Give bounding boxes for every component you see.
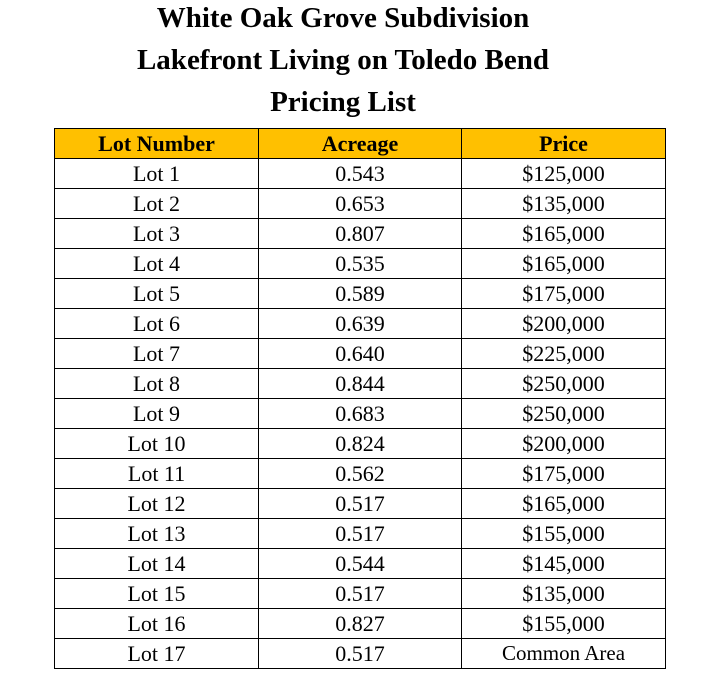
acreage-cell: 0.535 (259, 249, 462, 279)
table-header-row (55, 129, 666, 159)
acreage-cell: 0.517 (259, 579, 462, 609)
price-cell: $200,000 (462, 309, 666, 339)
lot-number-cell: Lot 8 (55, 369, 259, 399)
pricing-list-heading: Pricing List (270, 86, 416, 118)
lot-number-cell: Lot 11 (55, 459, 259, 489)
lot-number-cell: Lot 17 (55, 639, 259, 669)
lot-number-cell: Lot 3 (55, 219, 259, 249)
table-row (55, 579, 666, 609)
price-cell: $125,000 (462, 159, 666, 189)
column-header-acreage: Acreage (259, 129, 462, 159)
lot-number-cell: Lot 7 (55, 339, 259, 369)
price-cell: $155,000 (462, 609, 666, 639)
lot-number-cell: Lot 15 (55, 579, 259, 609)
lot-number-cell: Lot 13 (55, 519, 259, 549)
lot-number-cell: Lot 6 (55, 309, 259, 339)
table-row (55, 429, 666, 459)
page-subtitle: Lakefront Living on Toledo Bend (136, 44, 550, 76)
acreage-cell: 0.517 (259, 639, 462, 669)
price-cell: $155,000 (462, 519, 666, 549)
column-header-lot-number: Lot Number (55, 129, 259, 159)
pricing-table (54, 128, 666, 669)
price-cell: $250,000 (462, 369, 666, 399)
table-row (55, 189, 666, 219)
price-cell: $165,000 (462, 219, 666, 249)
table-row (55, 159, 666, 189)
table-row (55, 489, 666, 519)
acreage-cell: 0.824 (259, 429, 462, 459)
table-row (55, 399, 666, 429)
lot-number-cell: Lot 10 (55, 429, 259, 459)
table-row (55, 639, 666, 669)
price-cell: $250,000 (462, 399, 666, 429)
table-row (55, 219, 666, 249)
acreage-cell: 0.517 (259, 489, 462, 519)
price-cell: Common Area (462, 639, 666, 669)
lot-number-cell: Lot 9 (55, 399, 259, 429)
table-row (55, 459, 666, 489)
acreage-cell: 0.517 (259, 519, 462, 549)
table-row (55, 369, 666, 399)
table-row (55, 249, 666, 279)
price-cell: $145,000 (462, 549, 666, 579)
acreage-cell: 0.844 (259, 369, 462, 399)
price-cell: $225,000 (462, 339, 666, 369)
table-row (55, 339, 666, 369)
price-cell: $165,000 (462, 489, 666, 519)
lot-number-cell: Lot 4 (55, 249, 259, 279)
price-cell: $175,000 (462, 279, 666, 309)
acreage-cell: 0.639 (259, 309, 462, 339)
lot-number-cell: Lot 5 (55, 279, 259, 309)
price-cell: $200,000 (462, 429, 666, 459)
column-header-price: Price (462, 129, 666, 159)
title-block (0, 0, 686, 123)
acreage-cell: 0.589 (259, 279, 462, 309)
page-title: White Oak Grove Subdivision (156, 2, 530, 34)
table-row (55, 549, 666, 579)
acreage-cell: 0.807 (259, 219, 462, 249)
table-row (55, 519, 666, 549)
lot-number-cell: Lot 1 (55, 159, 259, 189)
acreage-cell: 0.544 (259, 549, 462, 579)
table-row (55, 279, 666, 309)
lot-number-cell: Lot 16 (55, 609, 259, 639)
lot-number-cell: Lot 2 (55, 189, 259, 219)
acreage-cell: 0.543 (259, 159, 462, 189)
table-row (55, 609, 666, 639)
price-cell: $135,000 (462, 579, 666, 609)
price-cell: $165,000 (462, 249, 666, 279)
lot-number-cell: Lot 14 (55, 549, 259, 579)
table-row (55, 309, 666, 339)
lot-number-cell: Lot 12 (55, 489, 259, 519)
acreage-cell: 0.640 (259, 339, 462, 369)
acreage-cell: 0.562 (259, 459, 462, 489)
price-cell: $175,000 (462, 459, 666, 489)
price-cell: $135,000 (462, 189, 666, 219)
acreage-cell: 0.683 (259, 399, 462, 429)
acreage-cell: 0.827 (259, 609, 462, 639)
acreage-cell: 0.653 (259, 189, 462, 219)
